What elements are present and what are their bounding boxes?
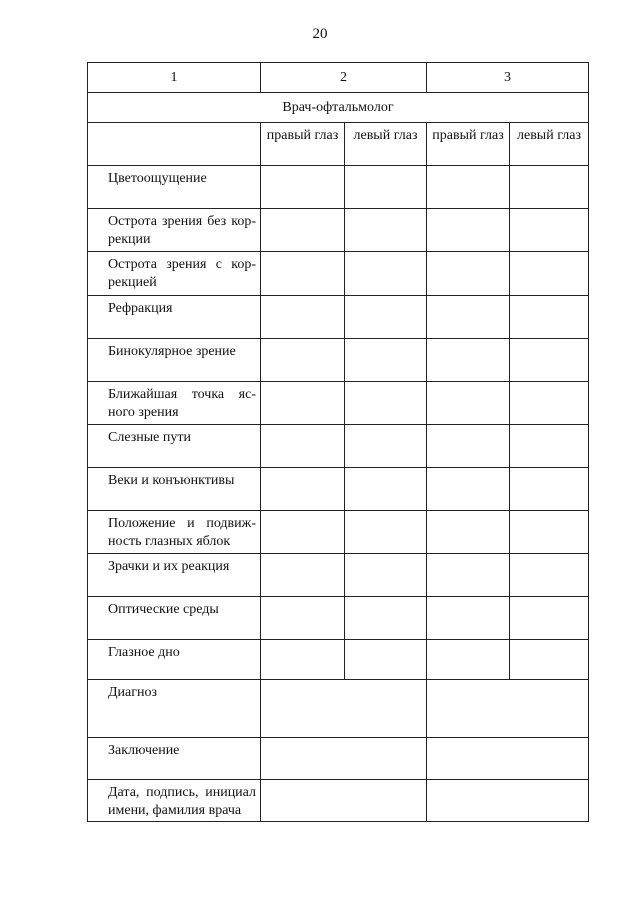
col3-left-eye-cell[interactable] xyxy=(509,165,589,208)
header-col-1: 1 xyxy=(87,62,260,92)
summary-col2-cell[interactable] xyxy=(260,779,426,822)
eye-label-row-empty xyxy=(87,122,260,165)
summary-row-label: Диагноз xyxy=(87,679,260,737)
col2-right-eye-cell[interactable] xyxy=(260,208,344,251)
col2-left-eye-cell[interactable] xyxy=(344,424,426,467)
exam-row-label: Положение и подвиж-ность глазных яблок xyxy=(87,510,260,553)
col3-left-eye-cell[interactable] xyxy=(509,338,589,381)
col2-right-eye-label: правый глаз xyxy=(260,122,344,165)
col2-right-eye-cell[interactable] xyxy=(260,510,344,553)
summary-col3-cell[interactable] xyxy=(426,779,589,822)
col3-left-eye-cell[interactable] xyxy=(509,467,589,510)
col2-right-eye-cell[interactable] xyxy=(260,165,344,208)
col2-left-eye-cell[interactable] xyxy=(344,553,426,596)
exam-row-label: Веки и конъюнктивы xyxy=(87,467,260,510)
section-title: Врач-офтальмолог xyxy=(87,92,589,122)
exam-row-label: Глазное дно xyxy=(87,639,260,679)
exam-row-label: Острота зрения без кор-рекции xyxy=(87,208,260,251)
col2-left-eye-cell[interactable] xyxy=(344,251,426,295)
summary-col3-cell[interactable] xyxy=(426,679,589,737)
header-col-2: 2 xyxy=(260,62,426,92)
col2-right-eye-cell[interactable] xyxy=(260,467,344,510)
summary-row-label: Дата, подпись, инициал имени, фамилия врача xyxy=(87,779,260,822)
col3-right-eye-cell[interactable] xyxy=(426,639,509,679)
col3-right-eye-cell[interactable] xyxy=(426,596,509,639)
exam-row-label: Рефракция xyxy=(87,295,260,338)
col3-right-eye-cell[interactable] xyxy=(426,467,509,510)
col3-right-eye-cell[interactable] xyxy=(426,295,509,338)
col3-left-eye-cell[interactable] xyxy=(509,381,589,424)
col2-left-eye-cell[interactable] xyxy=(344,165,426,208)
col2-right-eye-cell[interactable] xyxy=(260,639,344,679)
col2-left-eye-cell[interactable] xyxy=(344,295,426,338)
col3-left-eye-cell[interactable] xyxy=(509,553,589,596)
col3-right-eye-cell[interactable] xyxy=(426,381,509,424)
exam-row-label: Острота зрения с кор-рекцией xyxy=(87,251,260,295)
col3-left-eye-cell[interactable] xyxy=(509,510,589,553)
exam-row-label: Оптические среды xyxy=(87,596,260,639)
col3-right-eye-cell[interactable] xyxy=(426,208,509,251)
col2-right-eye-cell[interactable] xyxy=(260,381,344,424)
col3-left-eye-cell[interactable] xyxy=(509,596,589,639)
col2-right-eye-cell[interactable] xyxy=(260,295,344,338)
col3-left-eye-cell[interactable] xyxy=(509,424,589,467)
exam-row-label: Ближайшая точка яс-ного зрения xyxy=(87,381,260,424)
col3-left-eye-label: левый глаз xyxy=(509,122,589,165)
summary-row-label: Заключение xyxy=(87,737,260,779)
col2-right-eye-cell[interactable] xyxy=(260,338,344,381)
col3-right-eye-cell[interactable] xyxy=(426,338,509,381)
col3-right-eye-cell[interactable] xyxy=(426,165,509,208)
exam-row-label: Цветоощущение xyxy=(87,165,260,208)
col2-left-eye-cell[interactable] xyxy=(344,338,426,381)
col2-left-eye-label: левый глаз xyxy=(344,122,426,165)
col3-left-eye-cell[interactable] xyxy=(509,251,589,295)
exam-row-label: Бинокулярное зрение xyxy=(87,338,260,381)
col3-right-eye-label: правый глаз xyxy=(426,122,509,165)
exam-row-label: Слезные пути xyxy=(87,424,260,467)
col2-left-eye-cell[interactable] xyxy=(344,208,426,251)
col2-left-eye-cell[interactable] xyxy=(344,381,426,424)
col3-left-eye-cell[interactable] xyxy=(509,208,589,251)
col2-left-eye-cell[interactable] xyxy=(344,639,426,679)
col2-right-eye-cell[interactable] xyxy=(260,596,344,639)
col3-right-eye-cell[interactable] xyxy=(426,424,509,467)
col3-right-eye-cell[interactable] xyxy=(426,510,509,553)
summary-col3-cell[interactable] xyxy=(426,737,589,779)
summary-col2-cell[interactable] xyxy=(260,679,426,737)
summary-col2-cell[interactable] xyxy=(260,737,426,779)
col2-left-eye-cell[interactable] xyxy=(344,596,426,639)
col2-left-eye-cell[interactable] xyxy=(344,467,426,510)
col2-right-eye-cell[interactable] xyxy=(260,424,344,467)
exam-row-label: Зрачки и их реакция xyxy=(87,553,260,596)
page-number: 20 xyxy=(312,26,328,42)
col3-left-eye-cell[interactable] xyxy=(509,295,589,338)
col3-right-eye-cell[interactable] xyxy=(426,553,509,596)
col2-left-eye-cell[interactable] xyxy=(344,510,426,553)
col3-right-eye-cell[interactable] xyxy=(426,251,509,295)
col2-right-eye-cell[interactable] xyxy=(260,553,344,596)
header-col-3: 3 xyxy=(426,62,589,92)
col3-left-eye-cell[interactable] xyxy=(509,639,589,679)
col2-right-eye-cell[interactable] xyxy=(260,251,344,295)
